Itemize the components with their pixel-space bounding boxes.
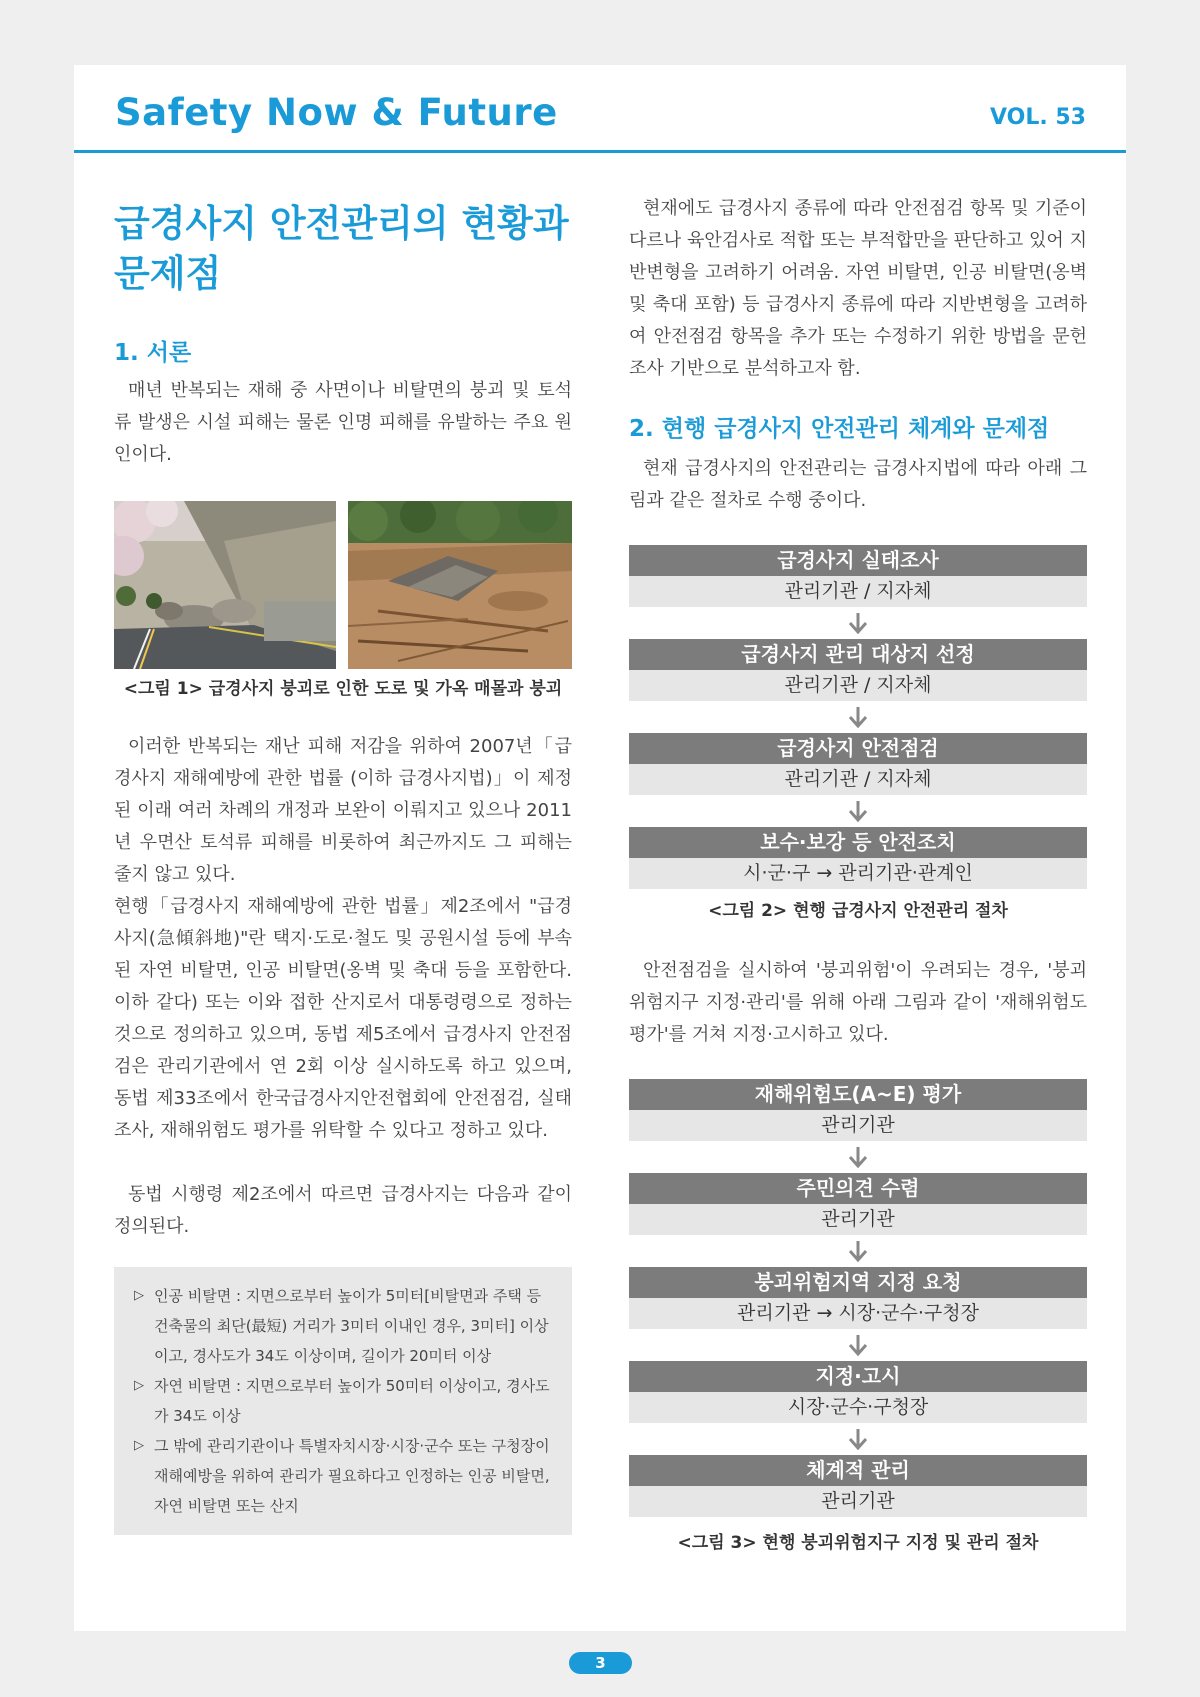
flow1-step-sub: 시·군·구 → 관리기관·관계인 (629, 858, 1087, 889)
flow2-step-title: 붕괴위험지역 지정 요청 (629, 1267, 1087, 1298)
definition-item (134, 1281, 554, 1371)
paragraph-4: 동법 시행령 제2조에서 따르면 급경사지는 다음과 같이 정의된다. (114, 1184, 572, 1237)
triangle-bullet-icon: ▷ (134, 1438, 144, 1453)
arrow-down-icon (629, 701, 1087, 733)
article-title-line2: 문제점 (114, 252, 222, 295)
flow2-step-sub: 관리기관 → 시장·군수·구청장 (629, 1298, 1087, 1329)
figure1-photos (114, 501, 572, 669)
page (74, 65, 1126, 1631)
flow1-step-sub: 관리기관 / 지자체 (629, 670, 1087, 701)
flow2-step-sub: 관리기관 (629, 1110, 1087, 1141)
figure1-caption: <그림 1> 급경사지 붕괴로 인한 도로 및 가옥 매몰과 붕괴 (123, 679, 563, 699)
flowchart-1 (629, 545, 1087, 889)
arrow-down-icon (629, 1329, 1087, 1361)
header (74, 65, 1126, 153)
definition-item (134, 1371, 554, 1431)
definition-text: 인공 비탈면 : 지면으로부터 높이가 5미터[비탈면과 주택 등 건축물의 최단(最短) 거리가 3미터 이내인 경우, 3미터] 이상이고, 경사도가 34도 이상이며, 길이가 20미터 이상 (154, 1287, 549, 1365)
paragraph-3: 현행「급경사지 재해예방에 관한 법률」제2조에서 "급경사지(急傾斜地)"란 택지·도로·철도 및 공원시설 등에 부속된 자연 비탈면, 인공 비탈면(옹벽 및 축대 등을 포함한다. 이하 같다) 또는 이와 접한 산지로서 대통령령으로 정하는 것으로 정의하고 있으며, 동법 제5조에서 급경사지 안전점검은 관리기관에서 연 2회 이상 실시하도록 하고 있으며, 동법 제33조에서 한국급경사지안전협회에 안전점검, 실태조사, 재해위험도 평가를 위탁할 수 있다고 정하고 있다. (114, 896, 572, 1141)
section1-paragraph: 매년 반복되는 재해 중 사면이나 비탈면의 붕괴 및 토석류 발생은 시설 피해는 물론 인명 피해를 유발하는 주요 원인이다. (114, 380, 572, 465)
magazine-title: Safety Now & Future (115, 91, 558, 134)
arrow-down-icon (629, 1141, 1087, 1173)
paragraph-2: 이러한 반복되는 재난 피해 저감을 위하여 2007년「급경사지 재해예방에 관한 법률 (이하 급경사지법)」이 제정된 이래 여러 차례의 개정과 보완이 이뤄지고 있으나 2011년 우면산 토석류 피해를 비롯하여 최근까지도 그 피해는 줄지 않고 있다. (114, 736, 572, 885)
arrow-down-icon (629, 607, 1087, 639)
arrow-down-icon (629, 795, 1087, 827)
article-title-line1: 급경사지 안전관리의 현황과 (114, 202, 569, 245)
left-column (114, 193, 572, 1535)
flow2-step-sub: 관리기관 (629, 1204, 1087, 1235)
section1-heading: 1. 서론 (114, 340, 192, 366)
flow2-step-title: 주민의견 수렴 (629, 1173, 1087, 1204)
flow1-step-sub: 관리기관 / 지자체 (629, 764, 1087, 795)
definition-text: 자연 비탈면 : 지면으로부터 높이가 50미터 이상이고, 경사도가 34도 이상 (154, 1377, 550, 1425)
page-number: 3 (569, 1652, 632, 1674)
flow1-step-sub: 관리기관 / 지자체 (629, 576, 1087, 607)
flow1-step-title: 급경사지 관리 대상지 선정 (629, 639, 1087, 670)
flow2-step-title: 재해위험도(A~E) 평가 (629, 1079, 1087, 1110)
right-paragraph-2: 안전점검을 실시하여 '붕괴위험'이 우려되는 경우, '붕괴위험지구 지정·관리'를 위해 아래 그림과 같이 '재해위험도 평가'를 거쳐 지정·고시하고 있다. (629, 960, 1087, 1045)
arrow-down-icon (629, 1235, 1087, 1267)
flow2-step-sub: 시장·군수·구청장 (629, 1392, 1087, 1423)
flow1-step-title: 급경사지 실태조사 (629, 545, 1087, 576)
definition-item (134, 1431, 554, 1521)
house-debris-photo (348, 501, 572, 669)
flow1-step-title: 급경사지 안전점검 (629, 733, 1087, 764)
figure2-caption: <그림 2> 현행 급경사지 안전관리 절차 (708, 901, 1008, 921)
arrow-down-icon (629, 1423, 1087, 1455)
flow1-step-title: 보수·보강 등 안전조치 (629, 827, 1087, 858)
right-paragraph-1: 현재에도 급경사지 종류에 따라 안전점검 항목 및 기준이 다르나 육안검사로 적합 또는 부적합만을 판단하고 있어 지반변형을 고려하기 어려움. 자연 비탈면, 인공 비탈면(옹벽 및 축대 포함) 등 급경사지 종류에 따라 지반변형을 고려하여 안전점검 항목을 추가 또는 수정하기 위한 방법을 문헌 조사 기반으로 분석하고자 함. (629, 198, 1087, 379)
definition-text: 그 밖에 관리기관이나 특별자치시장·시장·군수 또는 구청장이 재해예방을 위하여 관리가 필요하다고 인정하는 인공 비탈면, 자연 비탈면 또는 산지 (154, 1437, 550, 1515)
article-title (114, 199, 572, 299)
road-landslide-photo (114, 501, 336, 669)
definition-box (114, 1267, 572, 1535)
figure3-caption: <그림 3> 현행 붕괴위험지구 지정 및 관리 절차 (677, 1533, 1039, 1553)
flow2-step-title: 지정·고시 (629, 1361, 1087, 1392)
volume-label: VOL. 53 (990, 105, 1086, 130)
right-column (629, 193, 1087, 1557)
flow2-step-title: 체계적 관리 (629, 1455, 1087, 1486)
section2-heading: 2. 현행 급경사지 안전관리 체계와 문제점 (629, 416, 1050, 442)
triangle-bullet-icon: ▷ (134, 1288, 144, 1303)
triangle-bullet-icon: ▷ (134, 1378, 144, 1393)
flowchart-2 (629, 1079, 1087, 1517)
section2-paragraph: 현재 급경사지의 안전관리는 급경사지법에 따라 아래 그림과 같은 절차로 수행 중이다. (629, 458, 1087, 511)
flow2-step-sub: 관리기관 (629, 1486, 1087, 1517)
